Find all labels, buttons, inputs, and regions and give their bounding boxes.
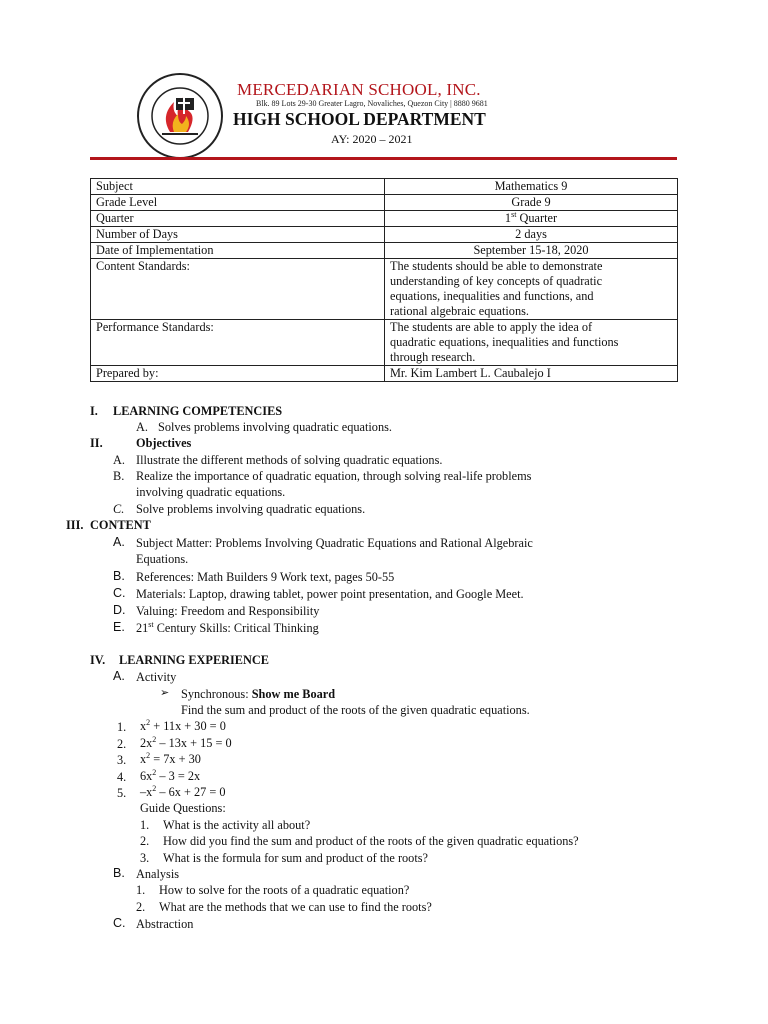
list-item: References: Math Builders 9 Work text, pages 50-55	[136, 570, 395, 584]
school-logo	[136, 72, 224, 160]
list-item: Solve problems involving quadratic equations.	[136, 502, 366, 516]
list-item: Solves problems involving quadratic equations.	[158, 420, 392, 434]
table-row	[91, 259, 678, 320]
list-marker: C.	[113, 502, 125, 516]
list-item: Materials: Laptop, drawing tablet, power point presentation, and Google Meet.	[136, 587, 524, 601]
list-item: Valuing: Freedom and Responsibility	[136, 604, 320, 618]
table-cell-label: Subject	[91, 179, 385, 195]
equation-exponent: 2	[146, 750, 151, 760]
equation-part: + 11x + 30 = 0	[150, 719, 226, 733]
academic-year: AY: 2020 – 2021	[331, 132, 413, 146]
section-title: CONTENT	[90, 518, 151, 532]
list-marker: B.	[113, 469, 125, 483]
list-marker: B.	[113, 866, 125, 880]
equation-part: x	[140, 752, 147, 766]
list-marker: A.	[113, 535, 125, 549]
guide-question: What is the activity all about?	[163, 818, 311, 832]
table-cell-label: Prepared by:	[91, 366, 385, 382]
sync-label: Synchronous:	[181, 687, 252, 701]
equation-number: 3.	[117, 753, 127, 767]
table-cell-label: Content Standards:	[91, 259, 385, 320]
list-marker: A.	[113, 669, 125, 683]
table-row	[91, 320, 678, 366]
century-number: 21	[136, 621, 149, 635]
section-number: III.	[66, 518, 84, 532]
content-standard-line: equations, inequalities and functions, and	[390, 289, 594, 303]
equation-part: 6x	[140, 769, 153, 783]
table-row	[91, 179, 678, 195]
equation-part: –x	[140, 785, 153, 799]
table-cell-value: Grade 9	[385, 195, 678, 211]
list-marker: B.	[113, 569, 125, 583]
department-title: HIGH SCHOOL DEPARTMENT	[233, 109, 486, 129]
list-marker: 2.	[136, 900, 146, 914]
table-row	[91, 366, 678, 382]
table-cell-value	[385, 320, 678, 366]
list-marker: D.	[113, 603, 126, 617]
subsection-title: Activity	[136, 670, 177, 684]
subsection-title: Analysis	[136, 867, 180, 881]
equation-exponent: 2	[152, 767, 157, 777]
table-cell-value: September 15-18, 2020	[385, 243, 678, 259]
quarter-suffix: st	[511, 209, 517, 219]
arrow-bullet-icon: ➢	[160, 687, 170, 699]
equation-part: – 13x + 15 = 0	[156, 736, 232, 750]
analysis-question: How to solve for the roots of a quadratic equation?	[159, 883, 410, 897]
equation-part: x	[140, 719, 147, 733]
table-cell-value: Mr. Kim Lambert L. Caubalejo I	[385, 366, 678, 382]
list-item	[136, 621, 319, 636]
content-standard-line: The students should be able to demonstrate	[390, 259, 603, 273]
subsection-title: Abstraction	[136, 917, 194, 931]
equation-exponent: 2	[152, 783, 157, 793]
performance-standard-line: through research.	[390, 350, 476, 364]
content-standard-line: rational algebraic equations.	[390, 304, 529, 318]
table-cell-value: Mathematics 9	[385, 179, 678, 195]
section-number: IV.	[90, 653, 106, 667]
section-number: I.	[90, 404, 98, 418]
list-marker: 2.	[140, 834, 150, 848]
list-item: Subject Matter: Problems Involving Quadratic Equations and Rational Algebraic	[136, 536, 533, 550]
section-title: LEARNING EXPERIENCE	[119, 653, 269, 667]
equation-exponent: 2	[152, 734, 157, 744]
quarter-number: 1	[504, 211, 512, 225]
table-cell-value	[385, 259, 678, 320]
list-marker: E.	[113, 620, 125, 634]
equation-number: 5.	[117, 786, 127, 800]
list-marker: 1.	[140, 818, 150, 832]
century-suffix: st	[148, 619, 154, 629]
header-divider	[90, 157, 677, 160]
list-item	[181, 687, 335, 702]
list-marker: 3.	[140, 851, 150, 865]
table-cell-label: Grade Level	[91, 195, 385, 211]
century-text: Century Skills: Critical Thinking	[153, 621, 319, 635]
performance-standard-line: quadratic equations, inequalities and functions	[390, 335, 619, 349]
quarter-word: Quarter	[516, 211, 558, 225]
equation-part: 2x	[140, 736, 153, 750]
equation	[140, 769, 200, 784]
equation	[140, 752, 201, 767]
analysis-question: What are the methods that we can use to find the roots?	[159, 900, 432, 914]
list-item: Realize the importance of quadratic equation, through solving real-life problems	[136, 469, 532, 483]
content-standard-line: understanding of key concepts of quadratic	[390, 274, 603, 288]
section-title: Objectives	[136, 436, 192, 450]
equation-number: 1.	[117, 720, 127, 734]
list-marker: 1.	[136, 883, 146, 897]
table-cell-label: Performance Standards:	[91, 320, 385, 366]
equation-exponent: 2	[146, 717, 151, 727]
list-item-continued: involving quadratic equations.	[136, 485, 286, 499]
list-marker: C.	[113, 586, 126, 600]
list-marker: A.	[136, 420, 148, 434]
equation-part: – 6x + 27 = 0	[156, 785, 226, 799]
table-cell-label: Number of Days	[91, 227, 385, 243]
equation	[140, 785, 226, 800]
table-cell-value: 2 days	[385, 227, 678, 243]
table-row	[91, 211, 678, 227]
list-item-continued: Equations.	[136, 552, 189, 566]
table-row	[91, 195, 678, 211]
activity-instruction: Find the sum and product of the roots of the given quadratic equations.	[181, 703, 530, 717]
table-cell-value	[385, 211, 678, 227]
section-title: LEARNING COMPETENCIES	[113, 404, 283, 418]
section-number: II.	[90, 436, 103, 450]
list-marker: A.	[113, 453, 125, 467]
school-name: MERCEDARIAN SCHOOL, INC.	[237, 80, 481, 99]
guide-question: What is the formula for sum and product of the roots?	[163, 851, 428, 865]
sync-activity: Show me Board	[251, 687, 336, 701]
school-address: Blk. 89 Lots 29-30 Greater Lagro, Novaliches, Quezon City | 8880 9681	[256, 99, 488, 108]
equation	[140, 736, 232, 751]
equation-number: 2.	[117, 737, 127, 751]
list-marker: C.	[113, 916, 126, 930]
equation	[140, 719, 226, 734]
equation-part: = 7x + 30	[150, 752, 201, 766]
equation-number: 4.	[117, 770, 127, 784]
table-cell-label: Date of Implementation	[91, 243, 385, 259]
performance-standard-line: The students are able to apply the idea of	[390, 320, 593, 334]
equation-part: – 3 = 2x	[156, 769, 201, 783]
table-row	[91, 243, 678, 259]
guide-question: How did you find the sum and product of the roots of the given quadratic equations?	[163, 834, 579, 848]
table-cell-label: Quarter	[91, 211, 385, 227]
lesson-info-table	[90, 178, 678, 382]
table-row	[91, 227, 678, 243]
guide-questions-title: Guide Questions:	[140, 801, 226, 815]
list-item: Illustrate the different methods of solving quadratic equations.	[136, 453, 443, 467]
